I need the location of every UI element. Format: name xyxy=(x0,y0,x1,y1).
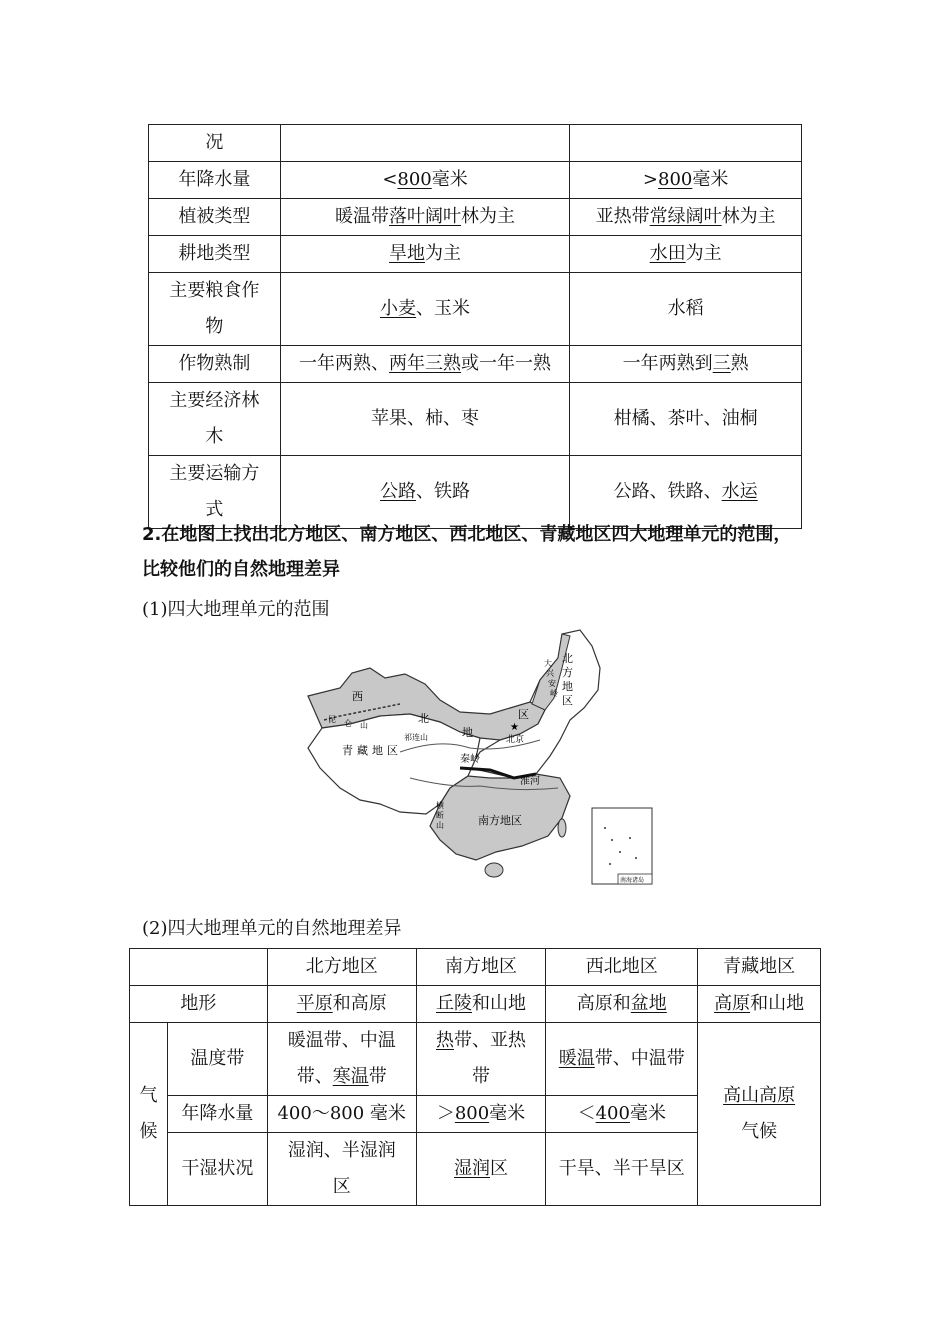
table-row xyxy=(149,199,802,236)
taiwan-island xyxy=(558,819,566,837)
north-cell: 暖温带落叶阔叶林为主 xyxy=(280,199,570,236)
cell: 湿润区 xyxy=(416,1133,546,1206)
subheading-range: (1)四大地理单元的范围 xyxy=(142,599,330,620)
cell: 暖温带、中温带 xyxy=(546,1023,698,1096)
table-row xyxy=(149,383,802,456)
table-row xyxy=(130,1023,821,1096)
column-header: 青藏地区 xyxy=(698,949,821,986)
south-cell: 柑橘、茶叶、油桐 xyxy=(570,383,802,456)
table-row xyxy=(149,162,802,199)
four-regions-comparison-table xyxy=(129,948,821,1206)
cell: 湿润、半湿润 区 xyxy=(267,1133,416,1206)
south-cell: 水稻 xyxy=(570,273,802,346)
map-label-qilian: 祁连山 xyxy=(404,733,428,742)
hainan-island xyxy=(485,863,503,877)
cell: 高原和山地 xyxy=(698,986,821,1023)
map-label-north-3: 地 xyxy=(562,680,573,693)
map-label-daxinganling-2: 兴 xyxy=(546,669,554,678)
row-label: 主要粮食作 物 xyxy=(149,273,281,346)
map-label-northwest-2: 北 xyxy=(418,712,429,725)
map-label-qinling: 秦岭 xyxy=(460,754,480,765)
cell: 平原和高原 xyxy=(267,986,416,1023)
table-row xyxy=(149,125,802,162)
map-label-daxinganling-3: 安 xyxy=(548,679,556,688)
cell: 暖温带、中温 带、寒温带 xyxy=(267,1023,416,1096)
north-cell: 小麦、玉米 xyxy=(280,273,570,346)
cell: 干旱、半干旱区 xyxy=(546,1133,698,1206)
south-cell: 亚热带常绿阔叶林为主 xyxy=(570,199,802,236)
map-label-northwest-3: 地 xyxy=(462,726,473,739)
china-regions-map xyxy=(300,628,660,890)
map-label-huaihe: 淮河 xyxy=(520,776,540,787)
south-cell: >800毫米 xyxy=(570,162,802,199)
row-label: 主要运输方 式 xyxy=(149,456,281,529)
north-cell: 旱地为主 xyxy=(280,236,570,273)
north-cell: 一年两熟、两年三熟或一年一熟 xyxy=(280,346,570,383)
cell: 400～800 毫米 xyxy=(267,1096,416,1133)
cell: 高原和盆地 xyxy=(546,986,698,1023)
south-cell: 一年两熟到三熟 xyxy=(570,346,802,383)
table-row xyxy=(149,273,802,346)
column-header: 北方地区 xyxy=(267,949,416,986)
beijing-star-icon: ★ xyxy=(510,722,519,733)
climate-label: 气 候 xyxy=(130,1023,168,1206)
row-label: 耕地类型 xyxy=(149,236,281,273)
map-label-south-sea: 南海诸岛 xyxy=(620,877,645,884)
subheading-differences: (2)四大地理单元的自然地理差异 xyxy=(142,918,402,939)
map-label-hengduan-3: 山 xyxy=(436,821,444,830)
row-label: 作物熟制 xyxy=(149,346,281,383)
row-label: 年降水量 xyxy=(149,162,281,199)
map-label-northwest-1: 西 xyxy=(352,690,363,703)
map-label-south: 南方地区 xyxy=(478,814,522,827)
table-row xyxy=(130,986,821,1023)
table-row xyxy=(149,236,802,273)
map-label-hengduan-2: 断 xyxy=(436,811,444,820)
column-header: 南方地区 xyxy=(416,949,546,986)
south-cell: 公路、铁路、水运 xyxy=(570,456,802,529)
south-cell: 水田为主 xyxy=(570,236,802,273)
row-label: 温度带 xyxy=(167,1023,267,1096)
map-label-beijing: 北京 xyxy=(506,735,525,745)
map-label-kunlun-3: 山 xyxy=(360,721,368,730)
map-label-hengduan-1: 横 xyxy=(436,801,444,810)
cell: 丘陵和山地 xyxy=(416,986,546,1023)
north-cell: 苹果、柿、枣 xyxy=(280,383,570,456)
map-label-daxinganling-1: 大 xyxy=(544,659,552,668)
map-label-kunlun-1: 昆 xyxy=(328,715,336,724)
map-label-north-4: 区 xyxy=(562,694,573,707)
map-label-north-2: 方 xyxy=(562,666,573,679)
cell: 热带、亚热 带 xyxy=(416,1023,546,1096)
table-row xyxy=(149,346,802,383)
map-label-daxinganling-4: 岭 xyxy=(550,689,558,698)
map-label-north-1: 北 xyxy=(562,652,573,665)
north-cell: <800毫米 xyxy=(280,162,570,199)
map-label-kunlun-2: 仑 xyxy=(344,719,352,728)
question-title-line2: 比较他们的自然地理差异 xyxy=(142,559,340,580)
cell: 高山高原 气候 xyxy=(698,1023,821,1206)
north-south-comparison-table xyxy=(148,124,802,529)
row-label: 主要经济林 木 xyxy=(149,383,281,456)
north-cell: 公路、铁路 xyxy=(280,456,570,529)
column-header: 西北地区 xyxy=(546,949,698,986)
row-label: 干湿状况 xyxy=(167,1133,267,1206)
table-header-row xyxy=(130,949,821,986)
row-label: 况 xyxy=(149,125,281,162)
cell: ＞800毫米 xyxy=(416,1096,546,1133)
map-label-qinghai-tibet: 青藏地区 xyxy=(342,744,402,757)
row-label: 年降水量 xyxy=(167,1096,267,1133)
map-label-northwest-4: 区 xyxy=(518,708,529,721)
question-title-line1: 2.在地图上找出北方地区、南方地区、西北地区、青藏地区四大地理单元的范围， xyxy=(142,524,792,545)
row-label: 地形 xyxy=(130,986,268,1023)
cell: ＜400毫米 xyxy=(546,1096,698,1133)
row-label: 植被类型 xyxy=(149,199,281,236)
south-sea-inset xyxy=(592,808,652,884)
